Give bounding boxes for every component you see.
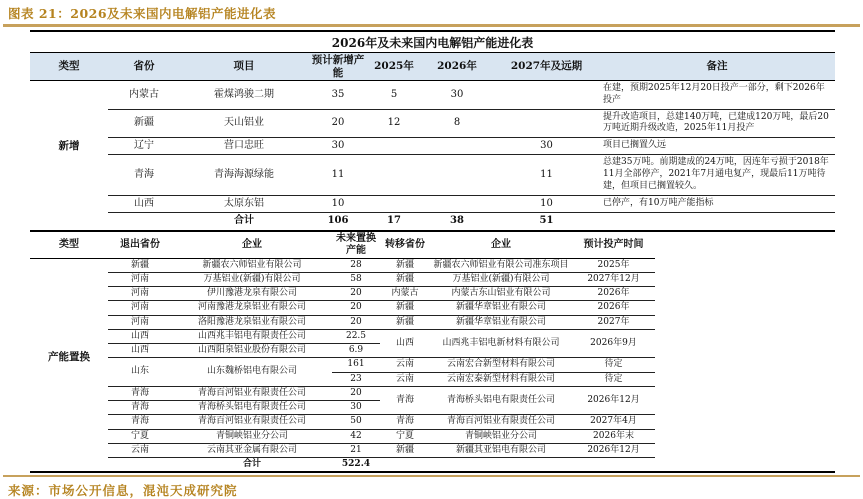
cell-province: 青海	[108, 155, 180, 195]
cell-project: 霍煤鸿骏二期	[180, 81, 308, 109]
capacity-swap-section	[30, 232, 655, 472]
cell-2026	[420, 155, 494, 195]
cell-capacity: 42	[332, 429, 380, 443]
cell-capacity: 21	[332, 443, 380, 457]
cell-exit-province: 山西	[108, 329, 172, 343]
cell-capacity: 23	[332, 372, 380, 386]
cell-exit-company: 山西阳泉铝业股份有限公司	[172, 344, 332, 358]
table-row	[30, 358, 655, 372]
cell-exit-company: 青铜峡铝业分公司	[172, 429, 332, 443]
cell-exit-province: 宁夏	[108, 429, 172, 443]
section2-total-row	[30, 458, 655, 472]
cell-to-province: 云南	[380, 358, 430, 372]
cell-2025	[368, 155, 420, 195]
cell-province: 新疆	[108, 109, 180, 137]
cell-to-province: 宁夏	[380, 429, 430, 443]
cell-exit-province: 河南	[108, 272, 172, 286]
cell-to-company: 新疆农六师铝业有限公司准东项目	[430, 258, 572, 272]
figure-caption: 图表 21：2026及未来国内电解铝产能进化表	[8, 6, 277, 21]
table-row	[30, 155, 835, 195]
header-to-province: 转移省份	[380, 232, 430, 259]
cell-to-company: 新疆华章铝业有限公司	[430, 301, 572, 315]
table-row	[30, 315, 655, 329]
cell-capacity: 35	[308, 81, 368, 109]
cell-2025: 5	[368, 81, 420, 109]
cell-capacity: 20	[308, 109, 368, 137]
cell-to-company: 青海百河铝业有限责任公司	[430, 415, 572, 429]
total-2027: 51	[494, 213, 599, 231]
total-label: 合计	[180, 213, 308, 231]
cell-exit-company: 河南豫港龙泉铝业有限公司	[172, 301, 332, 315]
cell-to-company: 云南宏合新型材料有限公司	[430, 358, 572, 372]
cell-exit-company: 山西兆丰铝电有限责任公司	[172, 329, 332, 343]
cell-project: 天山铝业	[180, 109, 308, 137]
cell-remark: 已停产，有10万吨产能指标	[599, 195, 835, 213]
cell-time: 2026年	[572, 301, 655, 315]
cell-province: 内蒙古	[108, 81, 180, 109]
total-2025: 17	[368, 213, 420, 231]
cell-to-province: 内蒙古	[380, 287, 430, 301]
cell-time: 2026年12月	[572, 443, 655, 457]
cell-to-company: 万基铝业(新疆)有限公司	[430, 272, 572, 286]
header-exit-company: 企业	[172, 232, 332, 259]
cell-2027: 30	[494, 137, 599, 155]
capacity-table	[30, 30, 835, 473]
cell-2026: 8	[420, 109, 494, 137]
header-province: 省份	[108, 53, 180, 81]
table-bottom-border	[30, 471, 835, 473]
section1-header-row	[30, 53, 835, 81]
table-row	[30, 329, 655, 343]
cell-exit-company: 山东魏桥铝电有限公司	[172, 358, 332, 387]
cell-to-province: 云南	[380, 372, 430, 386]
cell-capacity: 10	[308, 195, 368, 213]
cell-capacity: 20	[332, 301, 380, 315]
cell-time: 2026年末	[572, 429, 655, 443]
table-row	[30, 443, 655, 457]
header-replace-capacity: 未来置换产能	[332, 232, 380, 259]
cell-exit-company: 青海百河铝业有限责任公司	[172, 415, 332, 429]
cell-capacity: 11	[308, 155, 368, 195]
cell-exit-company: 伊川豫港龙泉有限公司	[172, 287, 332, 301]
cell-to-company: 新疆其亚铝电有限公司	[430, 443, 572, 457]
cell-to-company: 新疆华章铝业有限公司	[430, 315, 572, 329]
header-new-capacity: 预计新增产能	[308, 53, 368, 81]
cell-remark: 项目已搁置久远	[599, 137, 835, 155]
cell-time: 待定	[572, 358, 655, 372]
cell-exit-company: 青海百河铝业有限责任公司	[172, 386, 332, 400]
cell-to-province: 新疆	[380, 258, 430, 272]
cell-2025	[368, 137, 420, 155]
cell-to-company: 云南宏泰新型材料有限公司	[430, 372, 572, 386]
section-type-label: 新增	[58, 140, 80, 153]
table-row	[30, 301, 655, 315]
header-expected-time: 预计投产时间	[572, 232, 655, 259]
cell-2027	[494, 81, 599, 109]
new-capacity-section	[30, 53, 835, 232]
cell-capacity: 161	[332, 358, 380, 372]
table-row	[30, 109, 835, 137]
cell-exit-company: 新疆农六师铝业有限公司	[172, 258, 332, 272]
cell-time: 2025年	[572, 258, 655, 272]
header-2026: 2026年	[420, 53, 494, 81]
cell-to-company: 青铜峡铝业分公司	[430, 429, 572, 443]
cell-exit-province: 河南	[108, 287, 172, 301]
cell-remark: 在建，预期2025年12月20日投产一部分，剩下2026年投产	[599, 81, 835, 109]
cell-to-province: 新疆	[380, 272, 430, 286]
cell-capacity: 58	[332, 272, 380, 286]
header-type: 类型	[30, 53, 108, 81]
cell-2027: 11	[494, 155, 599, 195]
table-row	[30, 386, 655, 400]
cell-time: 2026年9月	[572, 329, 655, 358]
cell-capacity: 30	[332, 401, 380, 415]
cell-exit-province: 青海	[108, 401, 172, 415]
cell-to-province: 青海	[380, 386, 430, 415]
header-remark: 备注	[599, 53, 835, 81]
header-to-company: 企业	[430, 232, 572, 259]
cell-exit-province: 云南	[108, 443, 172, 457]
cell-exit-province: 山东	[108, 358, 172, 387]
table-row	[30, 195, 835, 213]
section-type-label: 产能置换	[48, 351, 90, 364]
cell-capacity: 30	[308, 137, 368, 155]
cell-to-province: 山西	[380, 329, 430, 358]
cell-exit-company: 万基铝业(新疆)有限公司	[172, 272, 332, 286]
cell-time: 2027年12月	[572, 272, 655, 286]
cell-to-province: 青海	[380, 415, 430, 429]
table-row	[30, 429, 655, 443]
cell-capacity: 20	[332, 315, 380, 329]
table-title: 2026年及未来国内电解铝产能进化表	[30, 32, 835, 53]
header-2025: 2025年	[368, 53, 420, 81]
table-row	[30, 272, 655, 286]
cell-exit-company: 洛阳豫港龙泉铝业有限公司	[172, 315, 332, 329]
top-gold-rule	[3, 24, 860, 27]
cell-capacity: 20	[332, 386, 380, 400]
cell-2025: 12	[368, 109, 420, 137]
header-2027: 2027年及远期	[494, 53, 599, 81]
cell-to-company: 青海桥头铝电有限责任公司	[430, 386, 572, 415]
cell-capacity: 20	[332, 287, 380, 301]
cell-capacity: 6.9	[332, 344, 380, 358]
cell-project: 青海海源绿能	[180, 155, 308, 195]
cell-to-province: 新疆	[380, 301, 430, 315]
cell-exit-province: 山西	[108, 344, 172, 358]
cell-time: 2026年12月	[572, 386, 655, 415]
cell-remark: 总建35万吨。前期建成的24万吨，因连年亏损于2018年11月全部停产，2021年7月通电复产，现最后11万吨待建，但项目已搁置较久。	[599, 155, 835, 195]
header-project: 项目	[180, 53, 308, 81]
cell-exit-province: 河南	[108, 301, 172, 315]
cell-2026: 30	[420, 81, 494, 109]
cell-2027: 10	[494, 195, 599, 213]
cell-province: 山西	[108, 195, 180, 213]
cell-project: 营口忠旺	[180, 137, 308, 155]
cell-exit-company: 云南其亚金属有限公司	[172, 443, 332, 457]
cell-capacity: 28	[332, 258, 380, 272]
header-type: 类型	[30, 232, 108, 259]
cell-2025	[368, 195, 420, 213]
total-capacity: 106	[308, 213, 368, 231]
cell-time: 待定	[572, 372, 655, 386]
table-row	[30, 81, 835, 109]
cell-exit-province: 河南	[108, 315, 172, 329]
cell-exit-province: 新疆	[108, 258, 172, 272]
total-label: 合计	[242, 459, 261, 469]
cell-to-company: 山西兆丰铝电新材料有限公司	[430, 329, 572, 358]
cell-2026	[420, 137, 494, 155]
cell-capacity: 22.5	[332, 329, 380, 343]
table-row	[30, 258, 655, 272]
section2-header-row	[30, 232, 655, 259]
total-2026: 38	[420, 213, 494, 231]
bottom-gold-rule	[3, 475, 860, 477]
cell-time: 2027年4月	[572, 415, 655, 429]
cell-time: 2027年	[572, 315, 655, 329]
cell-province: 辽宁	[108, 137, 180, 155]
total-capacity: 522.4	[341, 459, 371, 469]
cell-2026	[420, 195, 494, 213]
cell-exit-province: 青海	[108, 415, 172, 429]
source-note: 来源：市场公开信息，混沌天成研究院	[8, 483, 238, 499]
cell-exit-province: 青海	[108, 386, 172, 400]
table-row	[30, 415, 655, 429]
cell-remark: 提升改造项目，总建140万吨，已建成120万吨，最后20万吨近期升级改造，2025年11月投产	[599, 109, 835, 137]
table-row	[30, 137, 835, 155]
cell-exit-company: 青海桥头铝电有限责任公司	[172, 401, 332, 415]
cell-to-province: 新疆	[380, 443, 430, 457]
cell-capacity: 50	[332, 415, 380, 429]
cell-to-company: 内蒙古东山铝业有限公司	[430, 287, 572, 301]
cell-time: 2026年	[572, 287, 655, 301]
section1-total-row	[30, 213, 835, 231]
cell-project: 太原东铝	[180, 195, 308, 213]
cell-to-province: 新疆	[380, 315, 430, 329]
header-exit-province: 退出省份	[108, 232, 172, 259]
cell-2027	[494, 109, 599, 137]
table-row	[30, 287, 655, 301]
